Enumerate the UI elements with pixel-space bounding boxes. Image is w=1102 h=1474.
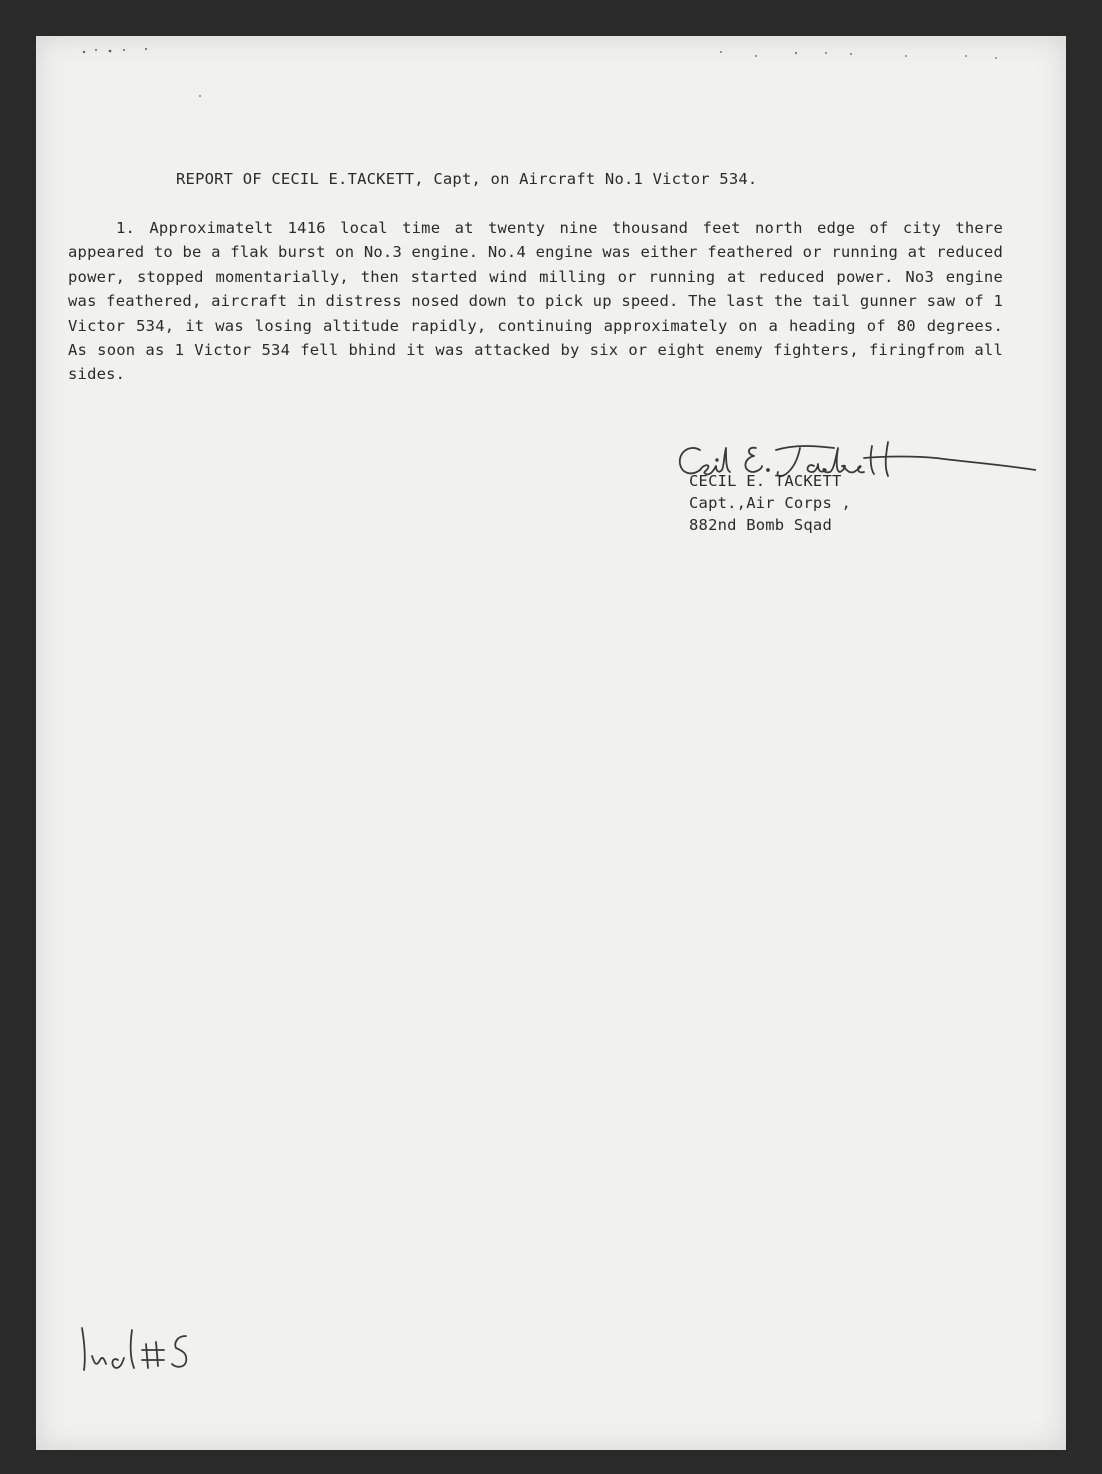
- paper-specks: [36, 36, 1066, 236]
- signature-rank: Capt.,Air Corps ,: [689, 494, 852, 512]
- signature-unit: 882nd Bomb Sqad: [689, 516, 832, 534]
- signature-typed-lines: [689, 470, 851, 536]
- report-title: REPORT OF CECIL E.TACKETT, Capt, on Aircraft No.1 Victor 534.: [176, 170, 758, 188]
- signature-name: CECIL E. TACKETT: [689, 472, 842, 490]
- document-page: [36, 36, 1066, 1450]
- handwritten-note: [72, 1320, 212, 1380]
- signature-block: [684, 436, 1024, 546]
- report-paragraph-1: 1. Approximatelt 1416 local time at twenty nine thousand feet north edge of city there appeared to be a flak burst on No.3 engine. No.4 engine was either feathered or running at reduced power, stopped momentarially, then started wind milling or running at reduced power. No3 engine was feathered, aircraft in distress nosed down to pick up speed. The last the tail gunner saw of 1 Victor 534, it was losing altitude rapidly, continuing approximately on a heading of 80 degrees. As soon as 1 Victor 534 fell bhind it was attacked by six or eight enemy fighters, firingfrom all sides.: [68, 219, 1003, 384]
